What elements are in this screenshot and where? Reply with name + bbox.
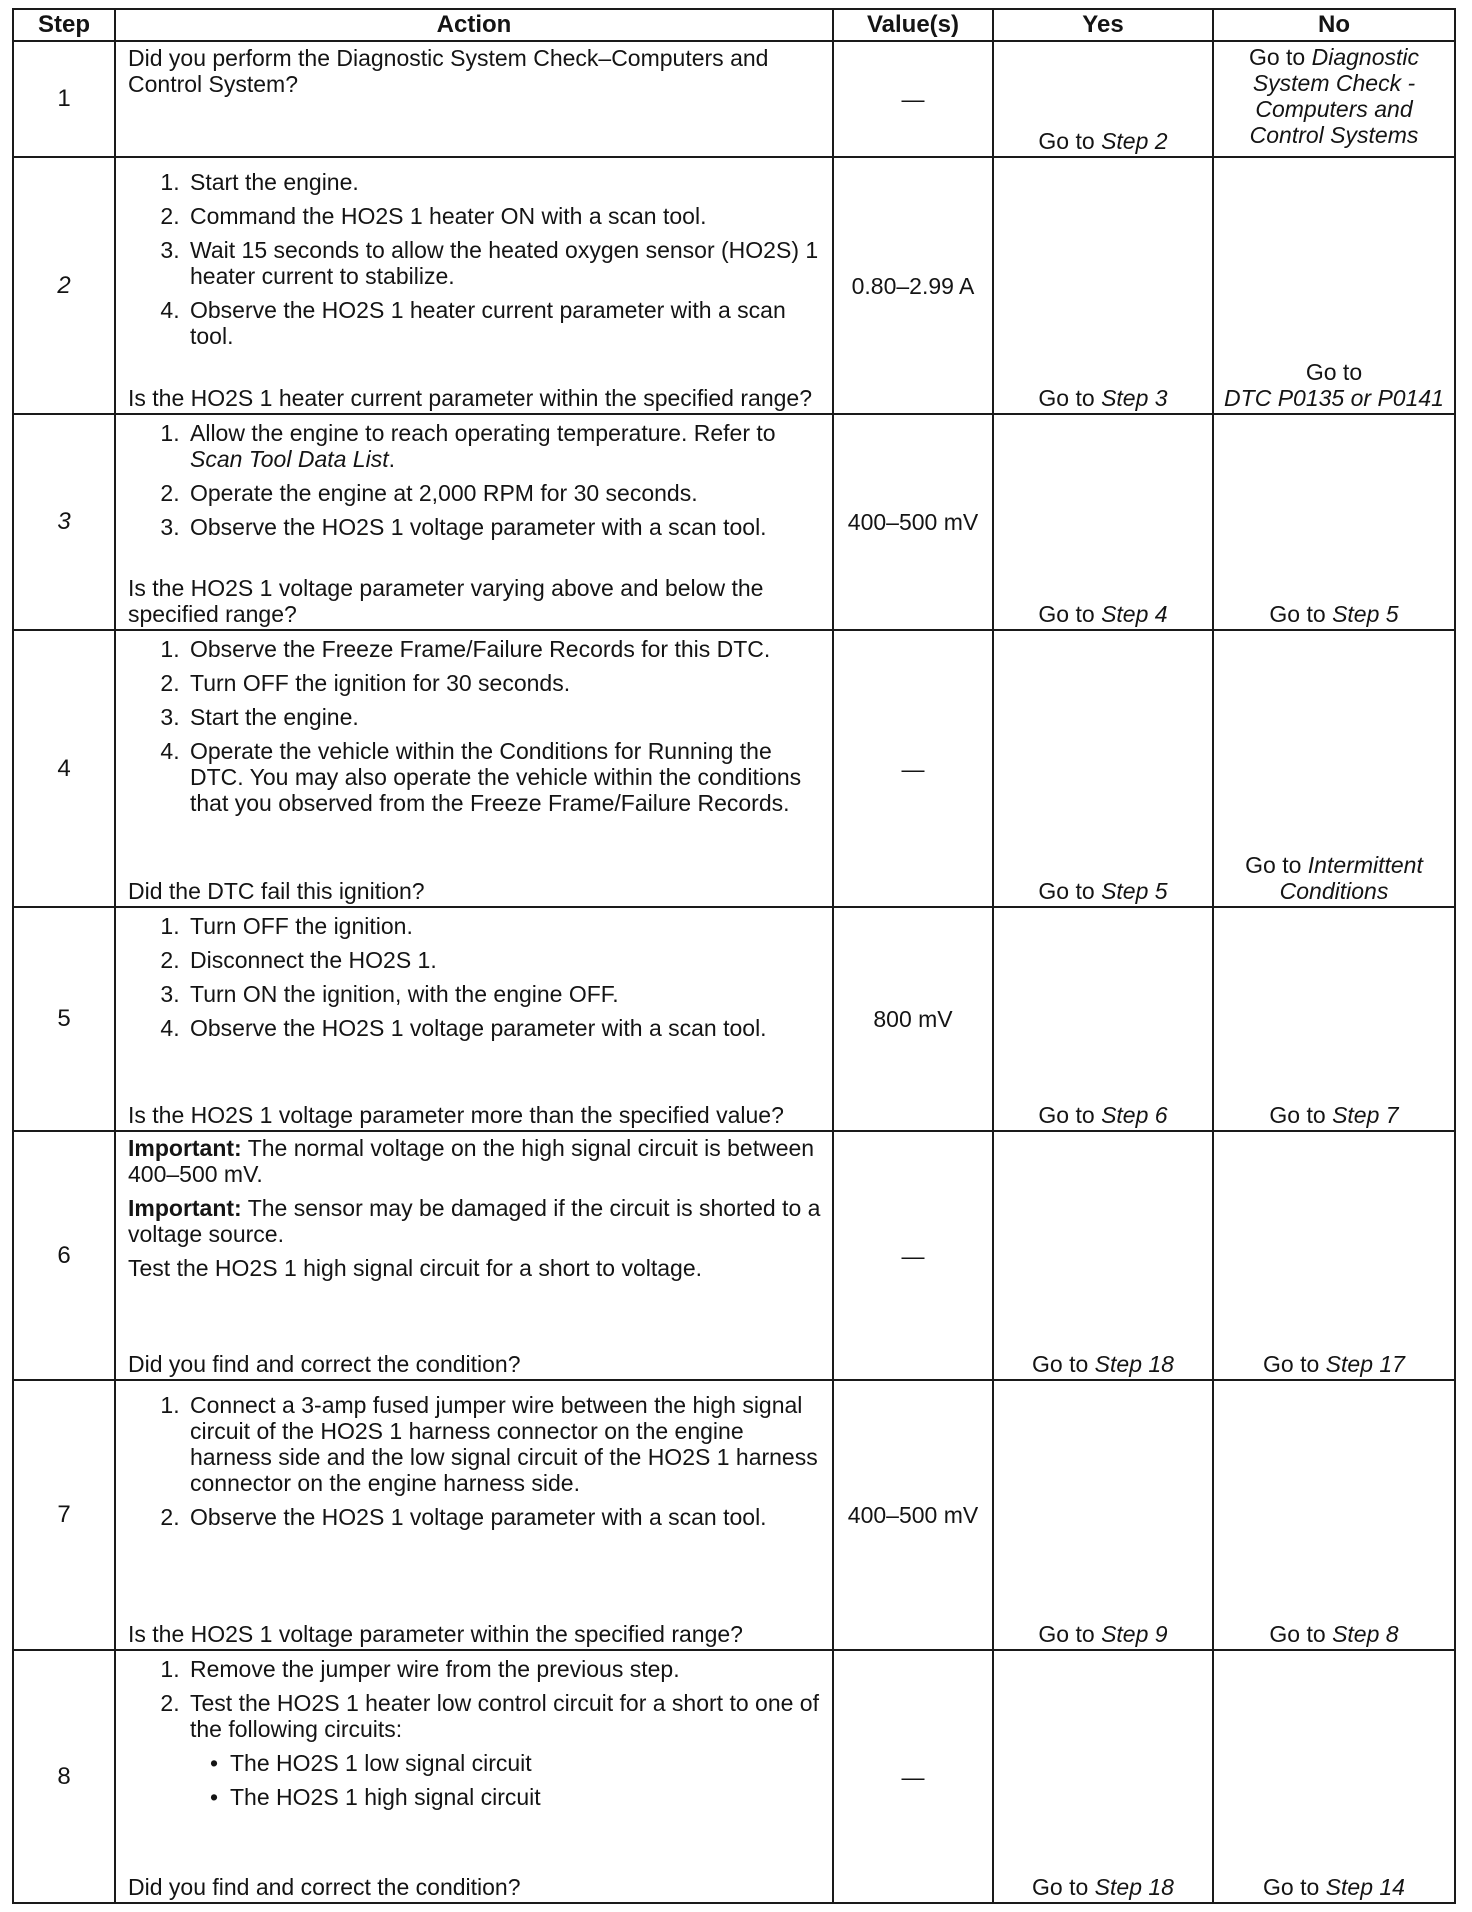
action-step: 2. Command the HO2S 1 heater ON with a scan tool. — [186, 203, 826, 229]
action-step: 1. Connect a 3-amp fused jumper wire between the high signal circuit of the HO2S 1 harness connector on the engine harness side and the low signal circuit of the HO2S 1 harness connector on the engine harness side. — [186, 1392, 826, 1496]
table-row — [13, 907, 1455, 1131]
yes-step-link[interactable]: Step 9 — [1101, 1621, 1168, 1648]
action-question: Is the HO2S 1 heater current parameter within the specified range? — [128, 384, 812, 411]
no-cell — [1213, 41, 1455, 157]
bullet-item: • The HO2S 1 high signal circuit — [230, 1784, 826, 1810]
yes-step-link[interactable]: Step 6 — [1101, 1102, 1168, 1129]
value-cell: 800 mV — [833, 907, 993, 1131]
no-step-link[interactable]: Step 5 — [1332, 601, 1399, 628]
no-prefix: Go to — [1305, 358, 1363, 385]
no-step-link[interactable]: Step 7 — [1332, 1102, 1399, 1129]
no-prefix: Go to — [1263, 1874, 1326, 1900]
action-step: 1. Remove the jumper wire from the previous step. — [186, 1656, 826, 1682]
yes-cell — [993, 1131, 1213, 1380]
action-step — [186, 420, 826, 472]
no-step-link[interactable]: Diagnostic System Check - Computers and Control Systems — [1249, 44, 1420, 148]
action-cell — [115, 414, 833, 630]
action-cell — [115, 1650, 833, 1903]
no-prefix: Go to — [1269, 601, 1333, 628]
no-step-link[interactable]: DTC P0135 or P0141 — [1224, 384, 1444, 411]
table-row — [13, 157, 1455, 414]
no-cell — [1213, 1380, 1455, 1651]
yes-prefix: Go to — [1032, 1874, 1095, 1900]
value-cell: — — [833, 1131, 993, 1380]
no-prefix: Go to — [1269, 1102, 1333, 1129]
important-text: The sensor may be damaged if the circuit is shorted to a voltage source. — [128, 1195, 821, 1248]
action-step: 1. Turn OFF the ignition. — [186, 913, 826, 939]
table-row — [13, 41, 1455, 157]
action-question: Is the HO2S 1 voltage parameter varying above and below the specified range? — [128, 575, 764, 628]
action-question: Is the HO2S 1 voltage parameter more than the specified value? — [128, 1102, 784, 1129]
action-step: 3. Wait 15 seconds to allow the heated oxygen sensor (HO2S) 1 heater current to stabilize. — [186, 237, 826, 289]
step-number: 4 — [13, 630, 115, 907]
header-row — [13, 9, 1455, 41]
action-question: Is the HO2S 1 voltage parameter within the specified range? — [128, 1621, 743, 1648]
action-question: Did you find and correct the condition? — [128, 1350, 521, 1377]
yes-prefix: Go to — [1032, 1350, 1095, 1377]
important-text: The normal voltage on the high signal circuit is between 400–500 mV. — [128, 1135, 815, 1188]
yes-step-link[interactable]: Step 2 — [1101, 128, 1168, 155]
no-cell — [1213, 157, 1455, 414]
value-cell: — — [833, 1650, 993, 1903]
table-row — [13, 630, 1455, 907]
action-step-text: Test the HO2S 1 heater low control circuit for a short to one of the following circuits: — [190, 1690, 819, 1743]
action-step: 2. Turn OFF the ignition for 30 seconds. — [186, 670, 826, 696]
no-cell — [1213, 1131, 1455, 1380]
action-cell — [115, 1380, 833, 1651]
value-cell: 0.80–2.99 A — [833, 157, 993, 414]
yes-step-link[interactable]: Step 3 — [1101, 384, 1168, 411]
action-step: 3. Start the engine. — [186, 704, 826, 730]
bullet-list — [190, 1750, 826, 1810]
no-step-link[interactable]: Intermittent Conditions — [1279, 851, 1423, 904]
diagnostic-table — [12, 8, 1456, 1904]
yes-prefix: Go to — [1038, 1621, 1102, 1648]
yes-cell — [993, 630, 1213, 907]
header-yes: Yes — [993, 9, 1213, 41]
action-cell — [115, 907, 833, 1131]
action-step: 2. Observe the HO2S 1 voltage parameter with a scan tool. — [186, 1504, 826, 1530]
action-steps — [128, 1656, 826, 1818]
no-cell — [1213, 630, 1455, 907]
important-note — [128, 1135, 826, 1187]
yes-step-link[interactable]: Step 18 — [1094, 1874, 1174, 1900]
action-step — [186, 1690, 826, 1810]
step-number: 5 — [13, 907, 115, 1131]
step-number: 3 — [13, 414, 115, 630]
yes-cell — [993, 41, 1213, 157]
yes-step-link[interactable]: Step 18 — [1094, 1350, 1174, 1377]
action-cell — [115, 1131, 833, 1380]
table-row — [13, 414, 1455, 630]
action-step-text: Allow the engine to reach operating temperature. Refer to — [190, 419, 776, 446]
no-prefix: Go to — [1269, 1621, 1333, 1648]
action-cell — [115, 41, 833, 157]
action-step: 2. Disconnect the HO2S 1. — [186, 947, 826, 973]
action-steps — [128, 913, 826, 1049]
action-step: 3. Observe the HO2S 1 voltage parameter with a scan tool. — [186, 514, 826, 540]
yes-prefix: Go to — [1038, 384, 1102, 411]
yes-prefix: Go to — [1038, 128, 1102, 155]
no-cell — [1213, 414, 1455, 630]
action-cell — [115, 630, 833, 907]
action-step: 2. Operate the engine at 2,000 RPM for 30 seconds. — [186, 480, 826, 506]
step-number: 7 — [13, 1380, 115, 1651]
no-cell — [1213, 907, 1455, 1131]
yes-cell — [993, 157, 1213, 414]
important-label: Important: — [128, 1195, 242, 1222]
no-prefix: Go to — [1248, 44, 1312, 70]
step-number: 2 — [13, 157, 115, 414]
step-number: 8 — [13, 1650, 115, 1903]
action-cell — [115, 157, 833, 414]
no-step-link[interactable]: Step 17 — [1325, 1350, 1405, 1377]
no-prefix: Go to — [1245, 851, 1308, 878]
value-cell: 400–500 mV — [833, 414, 993, 630]
value-cell: 400–500 mV — [833, 1380, 993, 1651]
table-row — [13, 1131, 1455, 1380]
reference-link[interactable]: Scan Tool Data List — [190, 445, 389, 472]
action-step: 1. Observe the Freeze Frame/Failure Records for this DTC. — [186, 636, 826, 662]
action-steps — [128, 1392, 826, 1538]
header-step: Step — [13, 9, 115, 41]
action-steps — [128, 636, 826, 824]
value-cell: — — [833, 41, 993, 157]
no-cell — [1213, 1650, 1455, 1903]
no-step-link[interactable]: Step 14 — [1325, 1874, 1405, 1900]
yes-prefix: Go to — [1038, 1102, 1102, 1129]
action-step: 1. Start the engine. — [186, 169, 826, 195]
header-action: Action — [115, 9, 833, 41]
action-step: 4. Observe the HO2S 1 heater current parameter with a scan tool. — [186, 297, 826, 349]
no-prefix: Go to — [1263, 1350, 1326, 1377]
action-step: 4. Observe the HO2S 1 voltage parameter with a scan tool. — [186, 1015, 826, 1041]
table-row — [13, 1650, 1455, 1903]
action-question: Did the DTC fail this ignition? — [128, 877, 425, 904]
action-step-end: . — [388, 445, 395, 472]
yes-cell — [993, 1650, 1213, 1903]
yes-prefix: Go to — [1038, 877, 1102, 904]
action-step: 4. Operate the vehicle within the Conditions for Running the DTC. You may also operate the vehicle within the conditions that you observed from the Freeze Frame/Failure Records. — [186, 738, 826, 816]
yes-prefix: Go to — [1038, 601, 1102, 628]
bullet-item: • The HO2S 1 low signal circuit — [230, 1750, 826, 1776]
header-values: Value(s) — [833, 9, 993, 41]
important-note — [128, 1195, 826, 1247]
yes-cell — [993, 907, 1213, 1131]
action-instruction: Test the HO2S 1 high signal circuit for a short to voltage. — [128, 1255, 703, 1282]
yes-cell — [993, 1380, 1213, 1651]
value-cell: — — [833, 630, 993, 907]
table-row — [13, 1380, 1455, 1651]
action-steps — [128, 169, 826, 357]
yes-step-link[interactable]: Step 4 — [1101, 601, 1168, 628]
action-question: Did you perform the Diagnostic System Check–Computers and Control System? — [128, 45, 769, 97]
action-steps — [128, 420, 826, 548]
header-no: No — [1213, 9, 1455, 41]
important-label: Important: — [128, 1135, 242, 1162]
step-number: 6 — [13, 1131, 115, 1380]
action-step: 3. Turn ON the ignition, with the engine OFF. — [186, 981, 826, 1007]
action-question: Did you find and correct the condition? — [128, 1874, 521, 1900]
step-number: 1 — [13, 41, 115, 157]
no-step-link[interactable]: Step 8 — [1332, 1621, 1399, 1648]
yes-step-link[interactable]: Step 5 — [1101, 877, 1168, 904]
yes-cell — [993, 414, 1213, 630]
